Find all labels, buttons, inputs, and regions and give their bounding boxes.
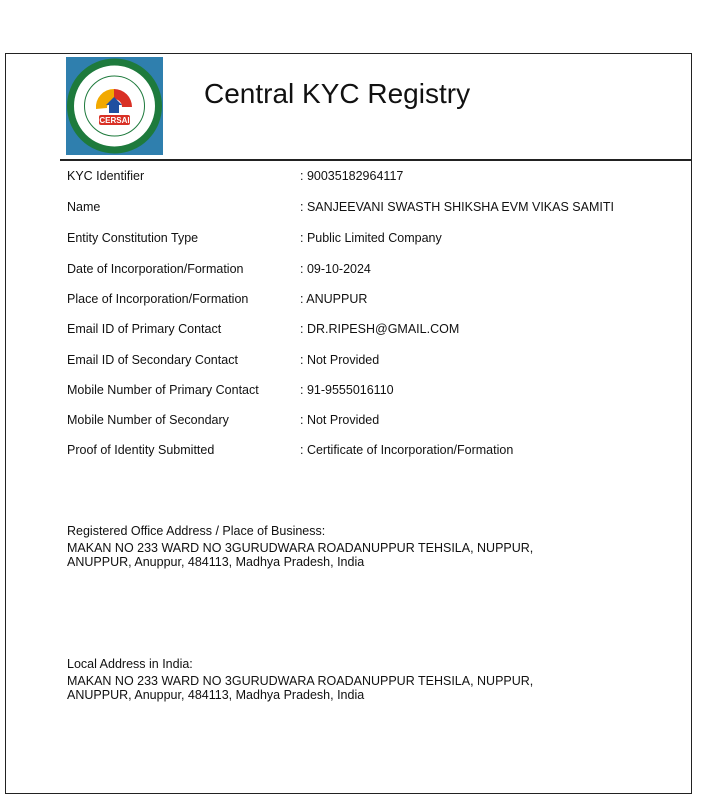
field-value-primary-mobile: : 91-9555016110 bbox=[300, 383, 394, 397]
registered-address-line-2: ANUPPUR, Anuppur, 484113, Madhya Pradesh, India bbox=[67, 555, 365, 569]
field-value-entity-type: : Public Limited Company bbox=[300, 231, 442, 245]
logo-text: CERSAI bbox=[99, 116, 130, 125]
field-label-secondary-mobile: Mobile Number of Secondary bbox=[67, 413, 229, 427]
registered-address-line-1: MAKAN NO 233 WARD NO 3GURUDWARA ROADANUPPUR TEHSILA, NUPPUR, bbox=[67, 541, 534, 555]
field-label-name: Name bbox=[67, 200, 101, 214]
header-divider bbox=[60, 159, 691, 161]
registered-address-label: Registered Office Address / Place of Business: bbox=[67, 524, 326, 538]
field-label-kyc-identifier: KYC Identifier bbox=[67, 169, 145, 183]
field-value-secondary-mobile: : Not Provided bbox=[300, 413, 380, 427]
field-value-primary-email: : DR.RIPESH@GMAIL.COM bbox=[300, 322, 460, 336]
field-value-name: : SANJEEVANI SWASTH SHIKSHA EVM VIKAS SAMITI bbox=[300, 200, 614, 214]
field-label-secondary-email: Email ID of Secondary Contact bbox=[67, 353, 238, 367]
local-address-label: Local Address in India: bbox=[67, 657, 193, 671]
field-label-incorporation-place: Place of Incorporation/Formation bbox=[67, 292, 249, 306]
local-address-line-2: ANUPPUR, Anuppur, 484113, Madhya Pradesh, India bbox=[67, 688, 365, 702]
field-value-incorporation-place: : ANUPPUR bbox=[300, 292, 368, 306]
field-label-entity-type: Entity Constitution Type bbox=[67, 231, 199, 245]
cersai-logo bbox=[66, 57, 163, 155]
field-value-kyc-identifier: : 90035182964117 bbox=[300, 169, 404, 183]
field-label-primary-email: Email ID of Primary Contact bbox=[67, 322, 222, 336]
local-address-line-1: MAKAN NO 233 WARD NO 3GURUDWARA ROADANUPPUR TEHSILA, NUPPUR, bbox=[67, 674, 534, 688]
field-label-identity-proof: Proof of Identity Submitted bbox=[67, 443, 215, 457]
page-title: Central KYC Registry bbox=[204, 78, 471, 109]
field-label-primary-mobile: Mobile Number of Primary Contact bbox=[67, 383, 259, 397]
kyc-document bbox=[5, 53, 692, 794]
field-value-secondary-email: : Not Provided bbox=[300, 353, 380, 367]
field-value-incorporation-date: : 09-10-2024 bbox=[300, 262, 371, 276]
field-label-incorporation-date: Date of Incorporation/Formation bbox=[67, 262, 244, 276]
field-value-identity-proof: : Certificate of Incorporation/Formation bbox=[300, 443, 514, 457]
